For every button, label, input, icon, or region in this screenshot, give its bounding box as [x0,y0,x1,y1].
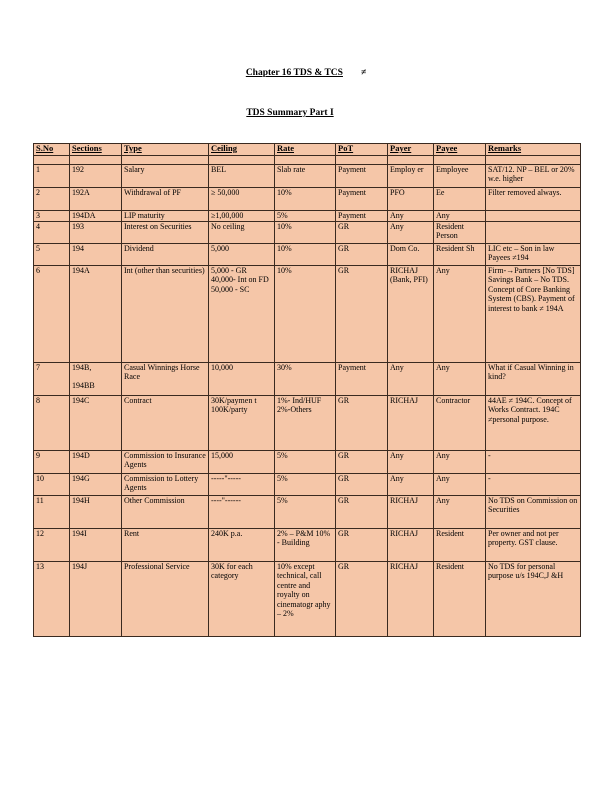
cell-section: 194DA [70,211,122,222]
cell-sno: 5 [34,244,70,266]
header-rate: Rate [275,144,336,156]
cell-type: Commission to Lottery Agents [122,474,209,496]
header-pot: PoT [336,144,388,156]
table-row [34,244,581,266]
cell-remarks: 44AE ≠ 194C. Concept of Works Contract. 194C ≠personal purpose. [486,396,581,451]
cell-ceiling: ----"------ [209,496,275,529]
cell-payee: Employee [434,165,486,188]
cell-ceiling: 30K for each category [209,562,275,637]
table-row [34,211,581,222]
title-symbol: ≠ [360,68,367,78]
cell-payee: Resident Sh [434,244,486,266]
cell-payer: RICHAJ [388,529,434,562]
cell-ceiling: 30K/paymen t 100K/party [209,396,275,451]
cell-remarks: What if Casual Winning in kind? [486,363,581,396]
cell-payer: Any [388,222,434,244]
cell-rate: 2% – P&M 10% - Building [275,529,336,562]
cell-payee: Any [434,266,486,363]
cell-ceiling: BEL [209,165,275,188]
cell-type: Other Commission [122,496,209,529]
cell-payer: Employ er [388,165,434,188]
cell-ceiling: 5,000 - GR 40,000- Int on FD 50,000 - SC [209,266,275,363]
cell-type: Commission to Insurance Agents [122,451,209,474]
cell-section: 194I [70,529,122,562]
cell-rate: 10% except technical, call centre and royalty on cinematogr aphy – 2% [275,562,336,637]
table-row [34,396,581,451]
header-sno: S.No [34,144,70,156]
cell-payee: Any [434,363,486,396]
cell-type: LIP maturity [122,211,209,222]
cell-payee: Resident Person [434,222,486,244]
cell-ceiling: -----"----- [209,474,275,496]
cell-rate: 5% [275,474,336,496]
cell-payer: RICHAJ [388,496,434,529]
cell-type: Professional Service [122,562,209,637]
table-row [34,562,581,637]
cell-remarks [486,211,581,222]
section-line-1: 194B, [72,363,92,372]
cell-rate: 10% [275,244,336,266]
table-row [34,451,581,474]
cell-pot: Payment [336,165,388,188]
cell-sno: 4 [34,222,70,244]
cell-payee: Ee [434,188,486,211]
cell-section: 194H [70,496,122,529]
cell-pot: GR [336,451,388,474]
cell-ceiling: 240K p.a. [209,529,275,562]
cell-pot: GR [336,496,388,529]
cell-payee: Any [434,211,486,222]
cell-type: Interest on Securities [122,222,209,244]
cell-ceiling: ≥1,00,000 [209,211,275,222]
cell-rate: 5% [275,211,336,222]
cell-payer: Any [388,451,434,474]
cell-section: 192A [70,188,122,211]
cell-sno: 7 [34,363,70,396]
cell-payer: Any [388,474,434,496]
chapter-title-text: Chapter 16 TDS & TCS [245,68,343,78]
cell-type: Int (other than securities) [122,266,209,363]
cell-sno: 12 [34,529,70,562]
cell-sno: 6 [34,266,70,363]
cell-sno: 10 [34,474,70,496]
cell-type: Casual Winnings Horse Race [122,363,209,396]
summary-subtitle: TDS Summary Part I [246,108,334,118]
cell-sno: 8 [34,396,70,451]
cell-payer: RICHAJ [388,562,434,637]
cell-rate: Slab rate [275,165,336,188]
cell-rate: 5% [275,496,336,529]
tds-summary-table [33,143,581,637]
cell-section: 193 [70,222,122,244]
cell-remarks: Filter removed always. [486,188,581,211]
cell-remarks: SAT/12. NP – BEL or 20% w.e. higher [486,165,581,188]
cell-pot: Payment [336,188,388,211]
cell-pot: GR [336,222,388,244]
cell-pot: GR [336,529,388,562]
cell-payee: Any [434,451,486,474]
cell-payer: RICHAJ (Bank, PFI) [388,266,434,363]
cell-payer: Any [388,363,434,396]
cell-pot: Payment [336,211,388,222]
table-row [34,222,581,244]
cell-rate: 10% [275,188,336,211]
cell-type: Withdrawal of PF [122,188,209,211]
cell-rate: 1%- Ind/HUF 2%-Others [275,396,336,451]
cell-section: 194G [70,474,122,496]
header-payer: Payer [388,144,434,156]
header-ceiling: Ceiling [209,144,275,156]
cell-pot: GR [336,562,388,637]
header-sections: Sections [70,144,122,156]
cell-payee: Any [434,474,486,496]
cell-section: 194A [70,266,122,363]
table-row [34,188,581,211]
cell-payee: Contractor [434,396,486,451]
cell-section: 194 [70,244,122,266]
table-row [34,474,581,496]
cell-remarks [486,222,581,244]
cell-ceiling: ≥ 50,000 [209,188,275,211]
cell-section: 192 [70,165,122,188]
chapter-title [0,68,612,78]
cell-pot: GR [336,396,388,451]
cell-type: Rent [122,529,209,562]
cell-section: 194D [70,451,122,474]
cell-payee: Resident [434,562,486,637]
cell-remarks: No TDS on Commission on Securities [486,496,581,529]
header-payee: Payee [434,144,486,156]
cell-section [70,363,122,396]
cell-sno: 13 [34,562,70,637]
cell-pot: GR [336,266,388,363]
cell-remarks: - [486,474,581,496]
spacer-row [34,156,581,165]
cell-section: 194C [70,396,122,451]
cell-type: Salary [122,165,209,188]
cell-ceiling: 15,000 [209,451,275,474]
table-row [34,496,581,529]
cell-sno: 2 [34,188,70,211]
cell-type: Dividend [122,244,209,266]
cell-remarks: - [486,451,581,474]
cell-ceiling: 5,000 [209,244,275,266]
table-row [34,529,581,562]
table-row [34,266,581,363]
cell-sno: 11 [34,496,70,529]
header-type: Type [122,144,209,156]
cell-ceiling: 10,000 [209,363,275,396]
cell-rate: 10% [275,266,336,363]
header-remarks: Remarks [486,144,581,156]
cell-remarks: Firm-→Partners [No TDS] Savings Bank – No TDS. Concept of Core Banking System (CBS). Payment of interest to bank ≠ 194A [486,266,581,363]
cell-rate: 5% [275,451,336,474]
cell-sno: 9 [34,451,70,474]
cell-payer: Dom Co. [388,244,434,266]
cell-rate: 30% [275,363,336,396]
cell-pot: GR [336,474,388,496]
cell-pot: Payment [336,363,388,396]
cell-ceiling: No ceiling [209,222,275,244]
cell-remarks: LIC etc – Son in law Payees ≠194 [486,244,581,266]
cell-payer: RICHAJ [388,396,434,451]
cell-payer: Any [388,211,434,222]
cell-remarks: No TDS for personal purpose u/s 194C,J &H [486,562,581,637]
cell-payer: PFO [388,188,434,211]
cell-type: Contract [122,396,209,451]
cell-payee: Resident [434,529,486,562]
cell-sno: 1 [34,165,70,188]
table-row [34,165,581,188]
cell-section: 194J [70,562,122,637]
cell-payee: Any [434,496,486,529]
cell-rate: 10% [275,222,336,244]
table-row [34,363,581,396]
cell-sno: 3 [34,211,70,222]
cell-remarks: Per owner and not per property. GST clause. [486,529,581,562]
cell-pot: GR [336,244,388,266]
header-row [34,144,581,156]
section-line-2: 194BB [72,381,95,391]
